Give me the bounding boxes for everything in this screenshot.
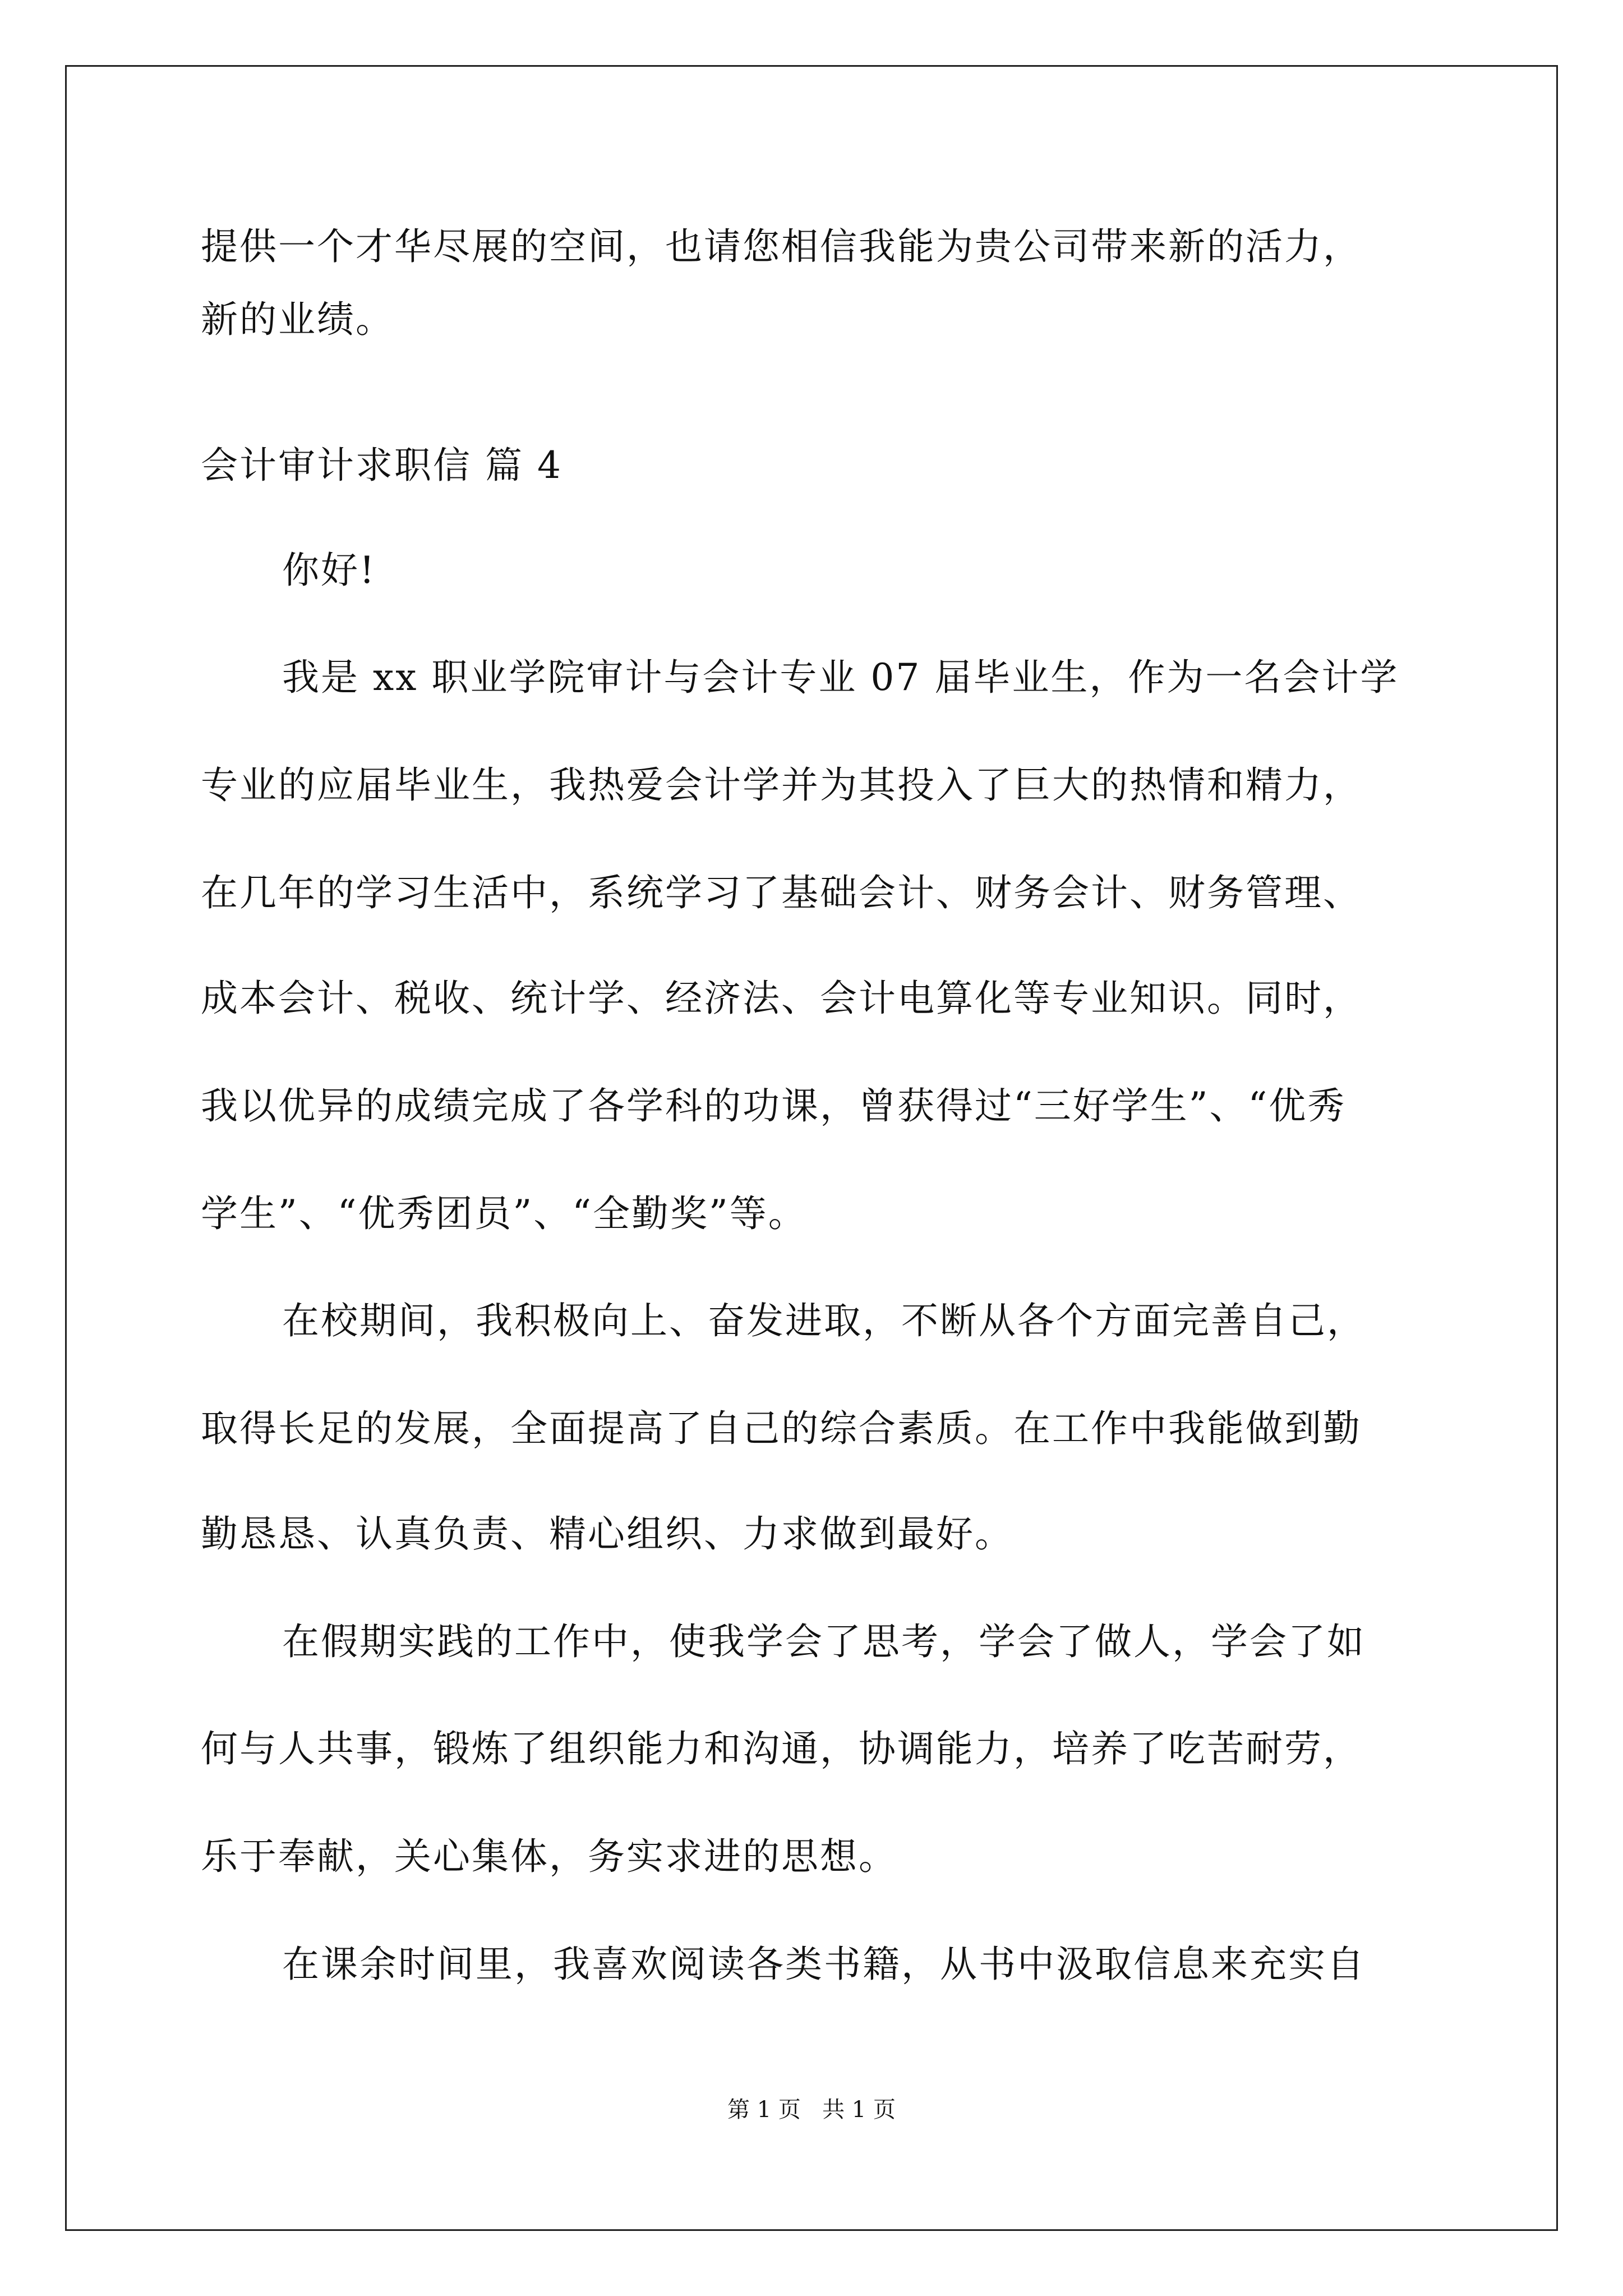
body-line: 在校期间，我积极向上、奋发进取，不断从各个方面完善自己， xyxy=(282,1299,1366,1342)
greeting: 你好! xyxy=(282,549,376,592)
body-line: 在几年的学习生活中，系统学习了基础会计、财务会计、财务管理、 xyxy=(201,871,1362,914)
body-line: 提供一个才华尽展的空间，也请您相信我能为贵公司带来新的活力， xyxy=(201,225,1362,268)
page-border xyxy=(65,65,1558,2231)
body-line: 取得长足的发展，全面提高了自己的综合素质。在工作中我能做到勤 xyxy=(201,1407,1362,1450)
body-line: 勤恳恳、认真负责、精心组织、力求做到最好。 xyxy=(201,1512,1013,1556)
body-line: 新的业绩。 xyxy=(201,298,394,341)
body-line: 何与人共事，锻炼了组织能力和沟通，协调能力，培养了吃苦耐劳， xyxy=(201,1727,1362,1770)
body-line: 乐于奉献，关心集体，务实求进的思想。 xyxy=(201,1835,897,1878)
body-line: 在课余时间里，我喜欢阅读各类书籍，从书中汲取信息来充实自 xyxy=(282,1943,1366,1986)
body-line: 在假期实践的工作中，使我学会了思考，学会了做人，学会了如 xyxy=(282,1620,1366,1663)
body-line: 学生”、“优秀团员”、“全勤奖”等。 xyxy=(201,1192,807,1235)
section-heading: 会计审计求职信 篇 4 xyxy=(201,444,562,487)
page-number-footer: 第 1 页 共 1 页 xyxy=(727,2097,896,2123)
body-line: 我是 xx 职业学院审计与会计专业 07 届毕业生，作为一名会计学 xyxy=(282,656,1399,699)
body-line: 我以优异的成绩完成了各学科的功课，曾获得过“三好学生”、“优秀 xyxy=(201,1084,1347,1128)
body-line: 专业的应届毕业生，我热爱会计学并为其投入了巨大的热情和精力， xyxy=(201,763,1362,807)
body-line: 成本会计、税收、统计学、经济法、会计电算化等专业知识。同时， xyxy=(201,977,1362,1020)
